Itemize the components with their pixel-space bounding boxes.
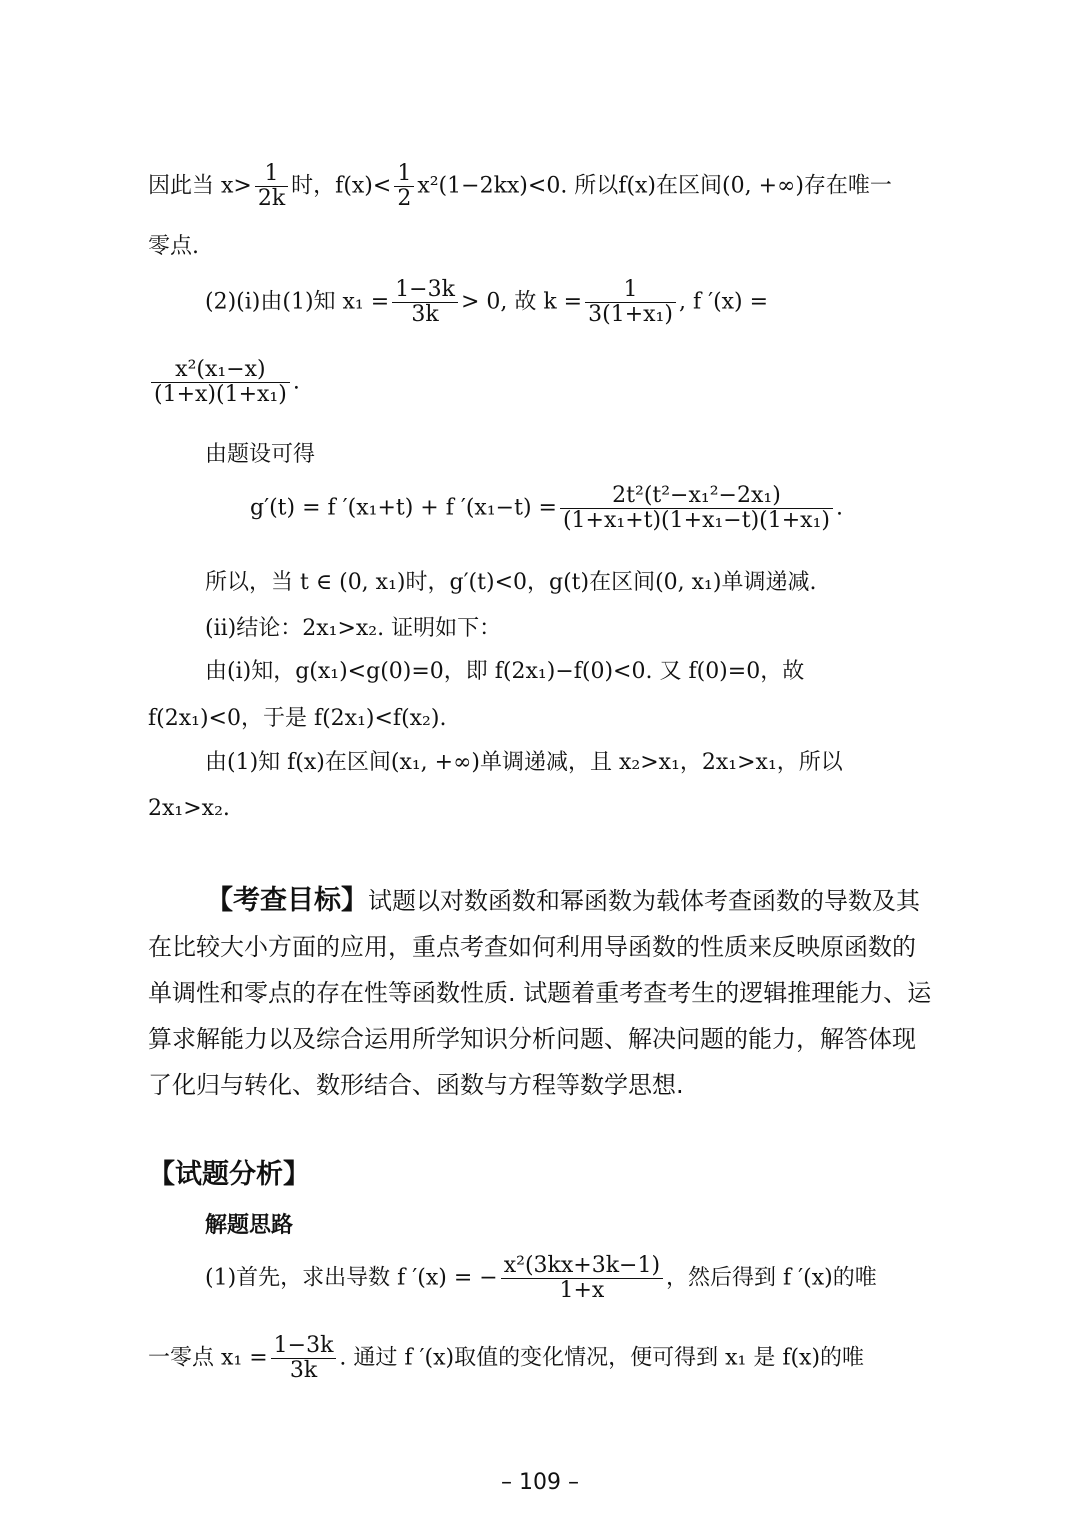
solution-line-11: 由(1)知 f(x)在区间(x₁, +∞)单调递减，且 x₂>x₁，2x₁>x₁，所以 [205,750,843,775]
numerator: 1 [585,278,676,303]
page-number: – 109 – [501,1470,579,1495]
analysis-line-2 [148,1334,864,1383]
text: g′(t) = f ′(x₁+t) + f ′(x₁−t) = [250,495,557,521]
solution-line-6 [250,484,843,533]
solution-line-7: 所以，当 t ∈ (0, x₁)时，g′(t)<0，g(t)在区间(0, x₁)单调递减. [205,570,817,595]
analysis-subheading: 解题思路 [205,1213,294,1238]
numerator: 2t²(t²−x₁²−2x₁) [560,484,833,509]
text: ，然后得到 f ′(x)的唯 [666,1265,877,1291]
fraction [151,358,290,407]
solution-line-8: (ⅱ)结论：2x₁>x₂. 证明如下： [205,616,502,641]
denominator: 1+x [559,1278,605,1303]
fraction [271,1334,337,1383]
denominator: 3(1+x₁) [588,302,673,327]
numerator: x²(x₁−x) [151,358,290,383]
text: x²(1−2kx)<0. 所以f(x)在区间(0, +∞)存在唯一 [417,173,892,199]
objective-paragraph [148,878,938,1108]
fraction [394,162,414,211]
denominator: 3k [289,1358,318,1383]
numerator: 1 [255,162,288,187]
text: , f ′(x) = [678,289,769,315]
denominator: 2 [397,186,412,211]
denominator: (1+x₁+t)(1+x₁−t)(1+x₁) [562,508,830,533]
fraction [560,484,833,533]
fraction [585,278,676,327]
numerator: 1−3k [271,1334,337,1359]
denominator: 3k [411,302,439,327]
numerator: x²(3kx+3k−1) [501,1254,663,1279]
text: (2)(ⅰ)由(1)知 x₁ = [205,289,390,315]
text: . [835,495,843,521]
numerator: 1 [394,162,414,187]
numerator: 1−3k [392,278,458,303]
denominator: 2k [257,186,286,211]
denominator: (1+x)(1+x₁) [154,382,287,407]
text: > 0, 故 k = [460,289,583,315]
solution-line-2: 零点. [148,234,199,259]
objective-text: 试题以对数函数和幂函数为载体考查函数的导数及其在比较大小方面的应用，重点考查如何利用导函数的性质来反映原函数的单调性和零点的存在性等函数性质. 试题着重考查考生的逻辑推理能力、运算求解能力以及综合运用所学知识分析问题、解决问题的能力，解答体现了化归与转化、数形结合、函数与方程等数学思想. [148,887,932,1099]
analysis-line-1 [205,1254,877,1303]
text: . 通过 f ′(x)取值的变化情况，便可得到 x₁ 是 f(x)的唯 [339,1345,865,1371]
text: (1)首先，求出导数 f ′(x) = − [205,1265,498,1291]
analysis-heading: 【试题分析】 [148,1159,310,1190]
solution-line-3 [205,278,768,327]
solution-line-1 [148,162,892,211]
solution-line-9: 由(ⅰ)知，g(x₁)<g(0)=0，即 f(2x₁)−f(0)<0. 又 f(0)=0，故 [205,659,805,684]
fraction [501,1254,663,1303]
solution-line-4 [148,358,300,407]
fraction [255,162,288,211]
fraction [392,278,458,327]
solution-line-10: f(2x₁)<0，于是 f(2x₁)<f(x₂). [148,706,447,731]
text: . [292,369,300,395]
text: 时，f(x)< [291,173,392,199]
solution-line-5: 由题设可得 [205,442,316,467]
solution-line-12: 2x₁>x₂. [148,796,230,821]
objective-heading: 【考查目标】 [206,885,368,916]
text: 因此当 x> [148,173,252,199]
text: 一零点 x₁ = [148,1345,268,1371]
